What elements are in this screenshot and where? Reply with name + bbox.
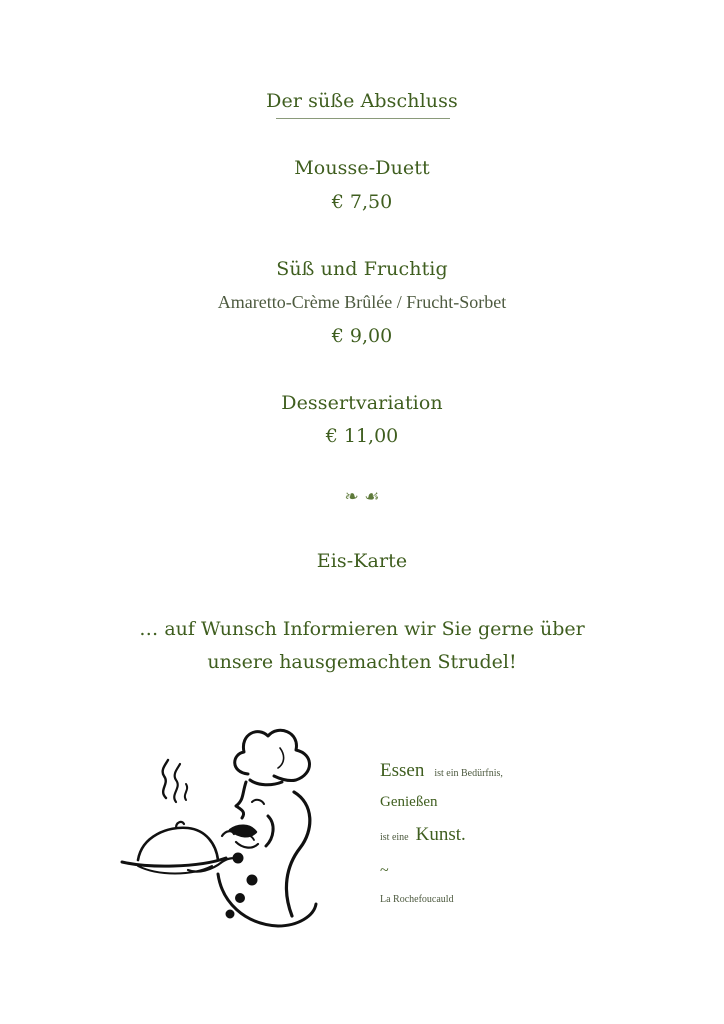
item-price-mousse-duett: € 7,50 — [331, 191, 393, 213]
item-description-suess-und-fruchtig: Amaretto-Crème Brûlée / Frucht-Sorbet — [217, 292, 507, 312]
quote-phrase-ist-eine: ist eine — [380, 832, 409, 843]
item-price-dessertvariation: € 11,00 — [325, 425, 399, 447]
note-line-1: … auf Wunsch Informieren wir Sie gerne über — [139, 618, 585, 640]
menu-title: Der süße Abschluss — [266, 90, 458, 112]
quote-word-geniessen: Genießen — [380, 794, 438, 810]
title-underline — [276, 118, 450, 119]
chef-illustration — [118, 720, 328, 945]
note-line-2: unsere hausgemachten Strudel! — [207, 651, 517, 673]
quote-phrase-beduerfnis: ist ein Bedürfnis, — [434, 768, 503, 779]
item-price-suess-und-fruchtig: € 9,00 — [331, 325, 393, 347]
quote-author: La Rochefoucauld — [380, 894, 454, 905]
eis-karte-heading: Eis-Karte — [316, 550, 408, 572]
quote-line-3 — [380, 824, 466, 846]
ornament-divider: ❧ ☙ — [344, 487, 380, 507]
quote-word-kunst: Kunst. — [415, 824, 466, 845]
item-name-dessertvariation: Dessertvariation — [281, 392, 443, 414]
item-name-suess-und-fruchtig: Süß und Fruchtig — [276, 258, 448, 280]
quote-tilde: ~ — [380, 862, 389, 879]
item-name-mousse-duett: Mousse-Duett — [294, 157, 430, 179]
quote-line-1 — [380, 760, 503, 782]
quote-word-essen: Essen — [380, 760, 425, 781]
